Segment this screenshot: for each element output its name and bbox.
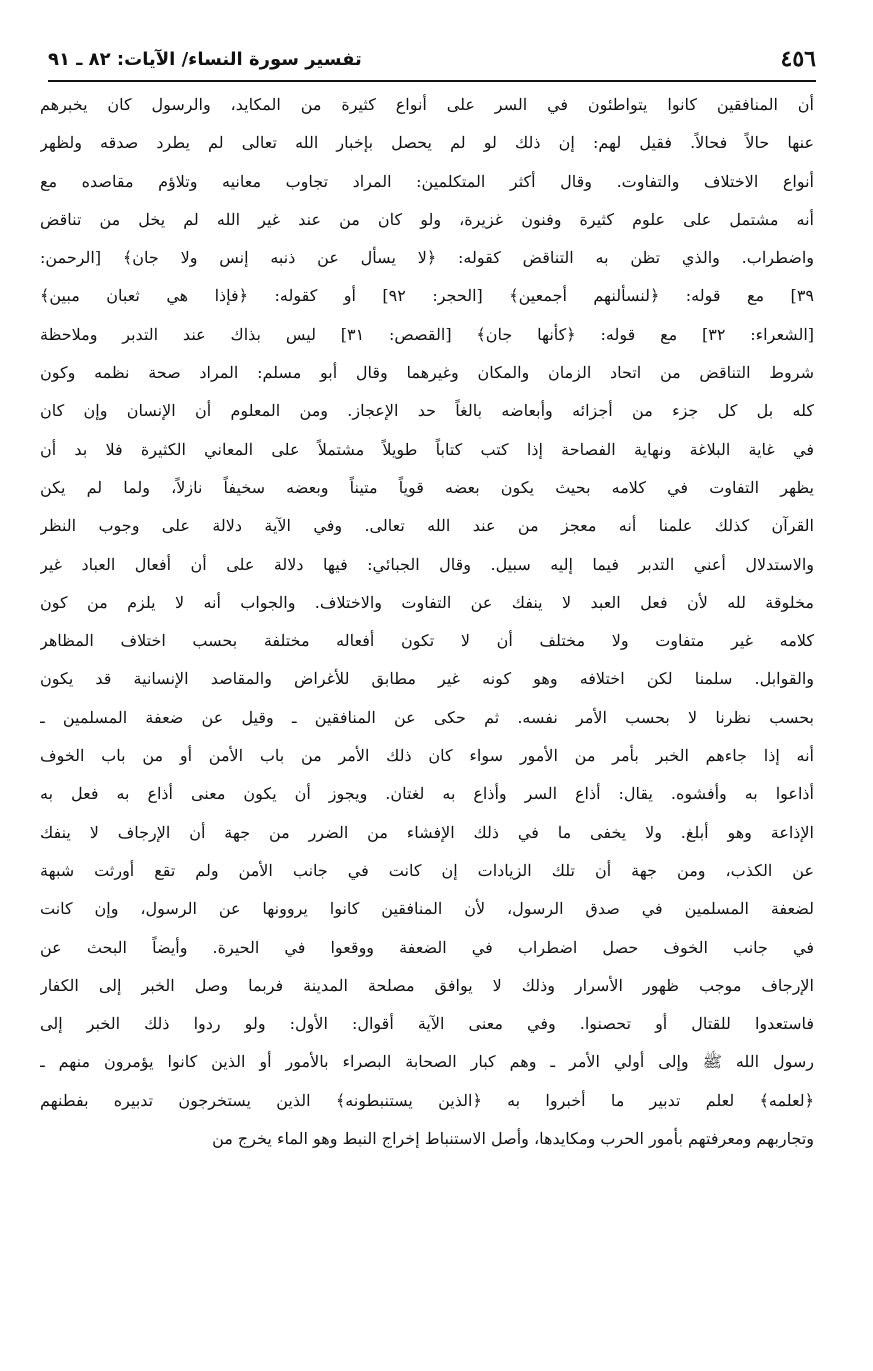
text-line: أذاعوا به وأفشوه. يقال: أذاع السر وأذاع به لغتان. ويجوز أن يكون معنى أذاع به فعل به	[40, 784, 814, 804]
text-line: أنه إذا جاءهم الخبر بأمر من الأمور سواء كان ذلك الأمر من باب الأمن أو من باب الخوف	[40, 746, 814, 766]
text-line: ٣٩] مع قوله: ﴿لنسألنهم أجمعين﴾ [الحجر: ٩٢] أو كقوله: ﴿فإذا هي ثعبان مبين﴾	[40, 286, 814, 306]
text-line: أن المنافقين كانوا يتواطئون في السر على أنواع كثيرة من المكايد، والرسول كان يخبرهم	[40, 95, 814, 114]
text-line: يظهر التفاوت في كلامه بحيث يكون بعضه قوياً متيناً وبعضه سخيفاً نازلاً، ولما لم يكن	[40, 477, 814, 497]
running-title: تفسير سورة النساء/ الآيات: ٨٢ ـ ٩١	[48, 49, 362, 70]
text-line: والاستدلال أعني التدبر فيما إليه سبيل. وقال الجبائي: فيها دلالة على أن أفعال العباد غير	[40, 554, 814, 574]
text-line: أنواع الاختلاف والتفاوت. وقال أكثر المتكلمين: المراد تجاوب معانيه وتلاؤم مقاصده مع	[40, 171, 814, 191]
text-line: وتجاربهم ومعرفتهم بأمور الحرب ومكايدها، وأصل الاستنباط إخراج النبط وهو الماء يخرج من	[212, 1129, 814, 1149]
text-line: مخلوقة لله لأن فعل العبد لا ينفك عن التفاوت والاختلاف. والجواب أنه لا يلزم من كون	[40, 592, 814, 612]
header-rule	[48, 80, 816, 82]
text-line: الإذاعة وهو أبلغ. ولا يخفى ما في ذلك الإفشاء من الضرر من جهة أن الإرجاف لا ينفك	[40, 822, 814, 842]
text-line: بحسب نظرنا لا بحسب الأمر نفسه. ثم حكى عن المنافقين ـ وقيل عن ضعفة المسلمين ـ	[40, 707, 814, 727]
text-body	[40, 86, 814, 1158]
text-line: القرآن كذلك علمنا أنه معجز من عند الله تعالى. وفي الآية دلالة على وجوب النظر	[40, 516, 814, 536]
page-number: ٤٥٦	[780, 46, 816, 72]
text-line: أنه مشتمل على علوم كثيرة وفنون غزيرة، ولو كان من عند غير الله لم يخل من تناقض	[40, 209, 814, 229]
text-line: عن الكذب، ومن جهة أن تلك الزيادات إن كانت في جانب الأمن ولم تقع أورثت شبهة	[40, 860, 814, 880]
page-header	[48, 44, 816, 82]
text-line: في غاية البلاغة ونهاية الفصاحة إذا كتب كتاباً طويلاً مشتملاً على المعاني الكثيرة فلا بد أن	[40, 439, 814, 459]
text-line: كلامه غير متفاوت ولا مختلف أن لا تكون أفعاله مختلفة بحسب اختلاف المظاهر	[40, 631, 814, 651]
text-line: الإرجاف موجب ظهور الأسرار وذلك لا يوافق مصلحة المدينة فربما وصل الخبر إلى الكفار	[40, 975, 814, 995]
text-line: لضعفة المسلمين في صدق الرسول، لأن المنافقين كانوا يروونها عن الرسول، وإن كانت	[40, 899, 814, 919]
text-line: والقوابل. سلمنا لكن اختلافه وهو كونه غير مطابق للأغراض والمقاصد الإنسانية قد يكون	[40, 669, 814, 689]
text-line: عنها حالاً فحالاً. فقيل لهم: إن ذلك لو لم يحصل بإخبار الله تعالى لم يطرد صدقه ولظهر	[40, 133, 814, 153]
text-line: رسول الله ﷺ وإلى أولي الأمر ـ وهم كبار الصحابة البصراء بالأمور أو الذين كانوا يؤمرون منهم ـ	[40, 1052, 814, 1072]
text-line: في جانب الخوف حصل اضطراب في الضعفة ووقعوا في الحيرة. وأيضاً البحث عن	[40, 937, 814, 957]
text-line: واضطراب. والذي تظن به التناقض كقوله: ﴿لا يسأل عن ذنبه إنس ولا جان﴾ [الرحمن:	[40, 248, 814, 268]
text-line: [الشعراء: ٣٢] مع قوله: ﴿كأنها جان﴾ [القصص: ٣١] ليس بذاك عند التدبر وملاحظة	[40, 324, 814, 344]
text-line: فاستعدوا للقتال أو تحصنوا. وفي معنى الآية أقوال: الأول: ولو ردوا ذلك الخبر إلى	[40, 1014, 814, 1034]
text-line: كله بل كل جزء من أجزائه وأبعاضه بالغاً حد الإعجاز. ومن المعلوم أن الإنسان وإن كان	[40, 401, 814, 421]
text-line: شروط التناقض من اتحاد الزمان والمكان وغيرهما وقال أبو مسلم: المراد صحة نظمه وكون	[40, 363, 814, 383]
text-line: ﴿لعلمه﴾ لعلم تدبير ما أخبروا به ﴿الذين يستنبطونه﴾ الذين يستخرجون تدبيره بفطنهم	[40, 1090, 814, 1110]
